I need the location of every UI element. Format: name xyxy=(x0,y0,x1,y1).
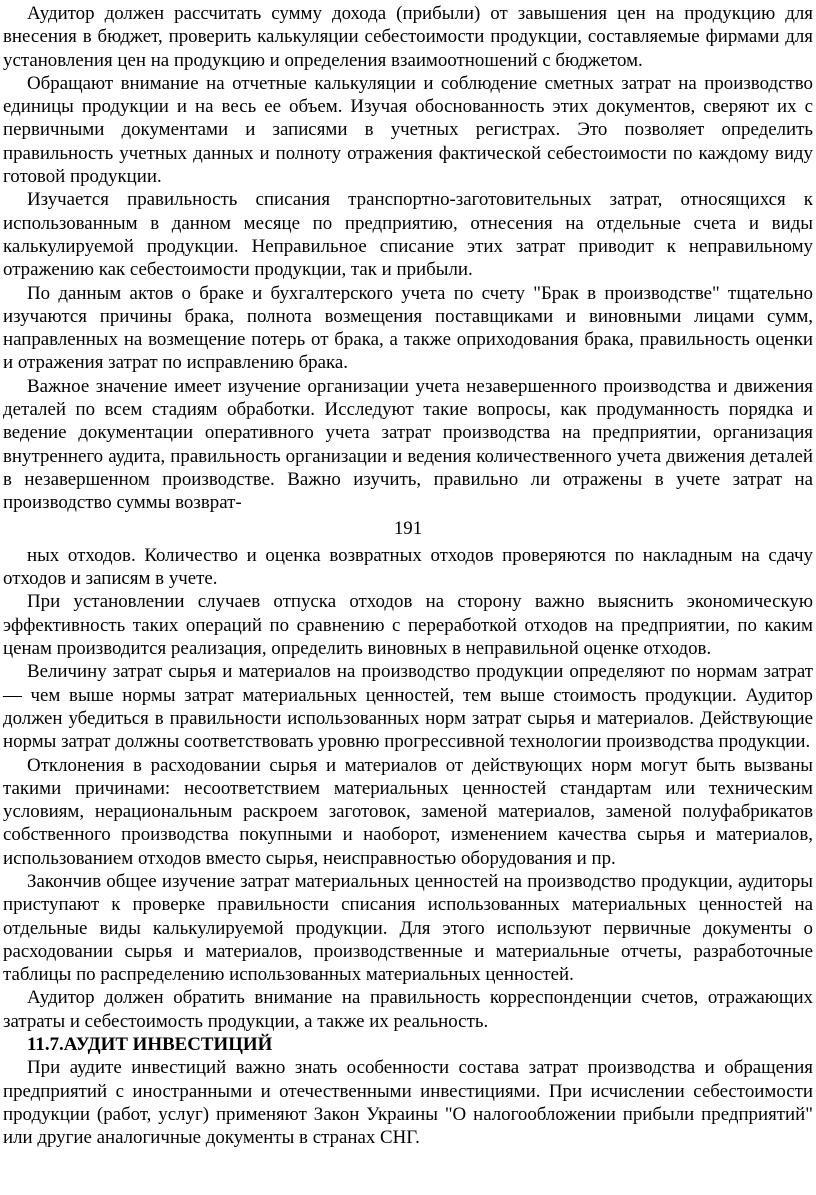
paragraph: Важное значение имеет изучение организации учета незавершенного производства и движения деталей по всем стадиям обработки. Исследуют такие вопросы, как продуманность порядка и ведение документации оперативного учета затрат производства на предприятии, организация внутреннего аудита, правильность организации и ведения количественного учета движения деталей в незавершенном производстве. Важно изучить, правильно ли отражены в учете затрат на производство суммы возврат- xyxy=(3,375,813,514)
paragraph: При аудите инвестиций важно знать особенности состава затрат производства и обращения предприятий с иностранными и отечественными инвестициями. При исчислении себестоимости продукции (работ, услуг) применяют Закон Украины "О налогообложении прибыли предприятий" или другие аналогичные документы в странах СНГ. xyxy=(3,1057,813,1149)
page-number: 191 xyxy=(393,517,423,539)
paragraph: ных отходов. Количество и оценка возвратных отходов проверяются по накладным на сдачу отходов и записям в учете. xyxy=(3,544,813,590)
paragraph: По данным актов о браке и бухгалтерского учета по счету "Брак в производстве" тщательно изучаются причины брака, полнота возмещения поставщиками и виновными лицами сумм, направленных на возмещение потерь от брака, а также оприходования брака, правильность оценки и отражения затрат по исправлению брака. xyxy=(3,282,813,374)
paragraph: Обращают внимание на отчетные калькуляции и соблюдение сметных затрат на производство единицы продукции и на весь ее объем. Изучая обоснованность этих документов, сверяют их с первичными документами и записями в учетных регистрах. Это позволяет определить правильность учетных данных и полноту отражения фактической себестоимости по каждому виду готовой продукции. xyxy=(3,72,813,188)
paragraph: Изучается правильность списания транспортно-заготовительных затрат, относящихся к использованным в данном месяце по предприятию, отнесения на отдельные счета и виды калькулируемой продукции. Неправильное списание этих затрат приводит к неправильному отражению как себестоимости продукции, так и прибыли. xyxy=(3,189,813,281)
paragraph: Закончив общее изучение затрат материальных ценностей на производство продукции, аудиторы приступают к проверке правильности списания использованных материальных ценностей на отдельные виды калькулируемой продукции. Для этого используют первичные документы о расходовании сырья и материалов, производственные и материальные отчеты, разработочные таблицы по распределению использованных материальных ценностей. xyxy=(3,870,813,986)
paragraph: Отклонения в расходовании сырья и материалов от действующих норм могут быть вызваны такими причинами: несоответствием материальных ценностей стандартам или техническим условиям, нерациональным раскроем заготовок, заменой материалов, заменой полуфабрикатов собственного производства покупными и наоборот, изменением качества сырья и материалов, использованием отходов вместо сырья, неисправностью оборудования и пр. xyxy=(3,754,813,869)
section-heading: 11.7.АУДИТ ИНВЕСТИЦИЙ xyxy=(27,1034,273,1056)
paragraph: Аудитор должен рассчитать сумму дохода (прибыли) от завышения цен на продукцию для внесения в бюджет, проверить калькуляции себестоимости продукции, составляемые фирмами для установления цен на продукцию и определения взаимоотношений с бюджетом. xyxy=(3,3,813,71)
paragraph: Аудитор должен обратить внимание на правильность корреспонденции счетов, отражающих затраты и себестоимость продукции, а также их реальность. xyxy=(3,987,813,1032)
paragraph: При установлении случаев отпуска отходов на сторону важно выяснить экономическую эффективность таких операций по сравнению с переработкой отходов на предприятии, по каким ценам производится реализация, определить виновных в неправильной оценке отходов. xyxy=(3,591,813,660)
paragraph: Величину затрат сырья и материалов на производство продукции определяют по нормам затрат — чем выше нормы затрат материальных ценностей, тем выше стоимость продукции. Аудитор должен убедиться в правильности использованных норм затрат сырья и материалов. Действующие нормы затрат должны соответствовать уровню прогрессивной технологии производства продукции. xyxy=(3,661,813,753)
